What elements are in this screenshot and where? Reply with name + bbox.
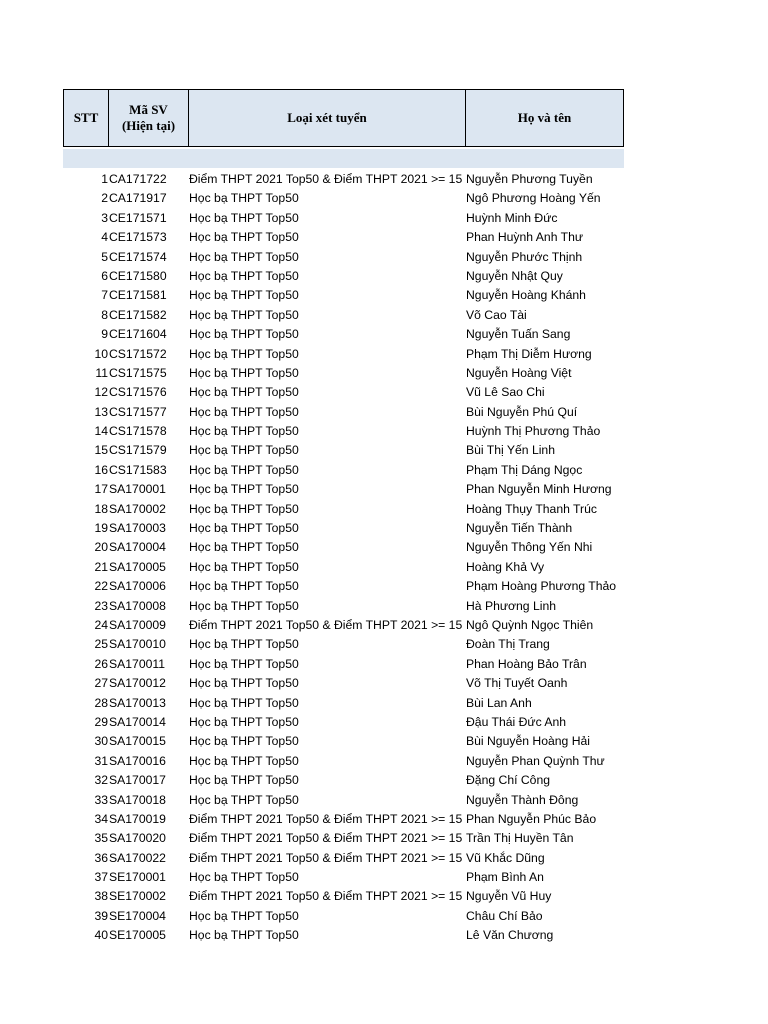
table-body: [63, 170, 624, 946]
header-ma-sv-line2: (Hiện tại): [121, 118, 176, 133]
cell-ho-ten: Nguyễn Tuấn Sang: [466, 327, 571, 342]
table-row: [63, 694, 624, 713]
cell-ma-sv: SA170008: [109, 598, 166, 613]
cell-ho-ten: Võ Thị Tuyết Oanh: [466, 676, 568, 691]
cell-ma-sv: SA170001: [109, 482, 166, 497]
cell-ma-sv: CS171572: [109, 346, 167, 361]
cell-stt: 27: [94, 676, 108, 691]
table-row: [63, 732, 624, 751]
table-row: [63, 170, 624, 189]
header-ma-sv: [109, 90, 189, 146]
table-row: [63, 849, 624, 868]
cell-ho-ten: Nguyễn Hoàng Khánh: [466, 288, 586, 303]
cell-stt: 30: [94, 734, 108, 749]
table-row: [63, 907, 624, 926]
cell-ma-sv: CE171604: [109, 327, 167, 342]
table-row: [63, 228, 624, 247]
cell-ma-sv: CA171722: [109, 172, 167, 186]
cell-ma-sv: SA170012: [109, 676, 166, 691]
cell-ma-sv: CS171578: [109, 424, 167, 439]
cell-stt: 25: [94, 637, 108, 652]
table-row: [63, 403, 624, 422]
cell-stt: 19: [94, 521, 108, 536]
table-row: [63, 306, 624, 325]
cell-ho-ten: Bùi Lan Anh: [466, 695, 532, 710]
cell-ho-ten: Đặng Chí Công: [466, 773, 551, 788]
cell-loai-xet-tuyen: Học bạ THPT Top50: [189, 249, 299, 264]
cell-loai-xet-tuyen: Học bạ THPT Top50: [189, 482, 299, 497]
cell-loai-xet-tuyen: Học bạ THPT Top50: [189, 385, 299, 400]
header-loai-xet-tuyen: Loại xét tuyển: [189, 90, 466, 146]
cell-loai-xet-tuyen: Học bạ THPT Top50: [189, 404, 299, 419]
cell-ho-ten: Phan Nguyễn Phúc Bảo: [466, 811, 597, 826]
cell-ho-ten: Ngô Quỳnh Ngọc Thiên: [466, 617, 594, 632]
table-row: [63, 519, 624, 538]
cell-ma-sv: SA170006: [109, 579, 166, 594]
cell-ma-sv: CS171583: [109, 462, 167, 477]
table-row: [63, 558, 624, 577]
header-stt: STT: [64, 90, 109, 146]
cell-ho-ten: Phạm Thị Dáng Ngọc: [466, 462, 583, 477]
table-row: [63, 887, 624, 906]
cell-ma-sv: CS171577: [109, 404, 167, 419]
cell-stt: 14: [94, 424, 108, 439]
cell-loai-xet-tuyen: Học bạ THPT Top50: [189, 288, 299, 303]
spreadsheet-table: [63, 89, 624, 946]
cell-ma-sv: CE171582: [109, 307, 167, 322]
cell-loai-xet-tuyen: Học bạ THPT Top50: [189, 191, 299, 206]
cell-stt: 36: [94, 850, 108, 865]
cell-ho-ten: Phạm Thị Diễm Hương: [466, 346, 592, 361]
cell-loai-xet-tuyen: Học bạ THPT Top50: [189, 714, 299, 729]
cell-loai-xet-tuyen: Điểm THPT 2021 Top50 & Điểm THPT 2021 >= 15: [189, 617, 463, 632]
cell-ma-sv: SA170005: [109, 559, 166, 574]
cell-stt: 3: [101, 210, 108, 225]
cell-ma-sv: CE171571: [109, 210, 167, 225]
cell-ma-sv: SE170001: [109, 870, 166, 885]
cell-ho-ten: Trần Thị Huyền Tân: [466, 831, 574, 846]
cell-loai-xet-tuyen: Học bạ THPT Top50: [189, 424, 299, 439]
table-row: [63, 461, 624, 480]
cell-ho-ten: Vũ Khắc Dũng: [466, 850, 545, 865]
cell-loai-xet-tuyen: Học bạ THPT Top50: [189, 870, 299, 885]
cell-loai-xet-tuyen: Học bạ THPT Top50: [189, 327, 299, 342]
cell-loai-xet-tuyen: Học bạ THPT Top50: [189, 540, 299, 555]
cell-stt: 34: [94, 811, 108, 826]
cell-stt: 32: [94, 773, 108, 788]
cell-loai-xet-tuyen: Học bạ THPT Top50: [189, 268, 299, 283]
cell-loai-xet-tuyen: Học bạ THPT Top50: [189, 598, 299, 613]
table-header: [63, 89, 624, 147]
cell-loai-xet-tuyen: Điểm THPT 2021 Top50 & Điểm THPT 2021 >= 15: [189, 889, 463, 904]
cell-ma-sv: CE171574: [109, 249, 167, 264]
cell-loai-xet-tuyen: Học bạ THPT Top50: [189, 210, 299, 225]
cell-loai-xet-tuyen: Học bạ THPT Top50: [189, 462, 299, 477]
cell-stt: 13: [94, 404, 108, 419]
table-row: [63, 597, 624, 616]
table-row: [63, 209, 624, 228]
cell-ho-ten: Vũ Lê Sao Chi: [466, 385, 545, 400]
cell-ma-sv: SA170016: [109, 753, 166, 768]
cell-ma-sv: SA170014: [109, 714, 166, 729]
cell-ho-ten: Bùi Nguyễn Hoàng Hải: [466, 734, 590, 749]
cell-ma-sv: SA170017: [109, 773, 166, 788]
cell-loai-xet-tuyen: Học bạ THPT Top50: [189, 773, 299, 788]
cell-ma-sv: SA170011: [109, 656, 166, 671]
cell-ma-sv: SE170004: [109, 908, 166, 923]
cell-ho-ten: Huỳnh Thị Phương Thảo: [466, 424, 601, 439]
cell-ma-sv: SA170013: [109, 695, 166, 710]
table-row: [63, 248, 624, 267]
cell-ho-ten: Phan Huỳnh Anh Thư: [466, 230, 584, 245]
cell-ma-sv: CE171580: [109, 268, 167, 283]
cell-stt: 9: [101, 327, 108, 342]
table-row: [63, 189, 624, 208]
cell-ho-ten: Phạm Bình An: [466, 870, 544, 885]
cell-loai-xet-tuyen: Học bạ THPT Top50: [189, 365, 299, 380]
cell-ma-sv: SA170009: [109, 617, 166, 632]
cell-stt: 38: [94, 889, 108, 904]
cell-stt: 2: [101, 191, 108, 206]
cell-ho-ten: Bùi Thị Yến Linh: [466, 443, 555, 458]
table-row: [63, 674, 624, 693]
cell-ho-ten: Huỳnh Minh Đức: [466, 210, 558, 225]
cell-ma-sv: SA170002: [109, 501, 166, 516]
cell-stt: 5: [101, 249, 108, 264]
cell-ho-ten: Ngô Phương Hoàng Yến: [466, 191, 601, 206]
cell-stt: 22: [94, 579, 108, 594]
table-row: [63, 345, 624, 364]
cell-ma-sv: CS171576: [109, 385, 167, 400]
cell-ho-ten: Đoàn Thị Trang: [466, 637, 550, 652]
table-row: [63, 635, 624, 654]
cell-ma-sv: SA170022: [109, 850, 166, 865]
cell-stt: 26: [94, 656, 108, 671]
cell-stt: 17: [94, 482, 108, 497]
table-row: [63, 926, 624, 945]
header-band: [63, 149, 624, 168]
cell-loai-xet-tuyen: Học bạ THPT Top50: [189, 501, 299, 516]
cell-ho-ten: Nguyễn Tiến Thành: [466, 521, 573, 536]
cell-ho-ten: Phan Nguyễn Minh Hương: [466, 482, 612, 497]
cell-stt: 39: [94, 908, 108, 923]
cell-loai-xet-tuyen: Học bạ THPT Top50: [189, 443, 299, 458]
cell-stt: 6: [101, 268, 108, 283]
cell-loai-xet-tuyen: Học bạ THPT Top50: [189, 676, 299, 691]
cell-ho-ten: Nguyễn Thành Đông: [466, 792, 579, 807]
cell-loai-xet-tuyen: Học bạ THPT Top50: [189, 579, 299, 594]
cell-stt: 20: [94, 540, 108, 555]
cell-ma-sv: SA170004: [109, 540, 166, 555]
table-row: [63, 267, 624, 286]
table-row: [63, 810, 624, 829]
cell-ho-ten: Đậu Thái Đức Anh: [466, 714, 567, 729]
cell-stt: 18: [94, 501, 108, 516]
cell-ma-sv: CS171575: [109, 365, 167, 380]
cell-ho-ten: Phan Hoàng Bảo Trân: [466, 656, 587, 671]
cell-stt: 7: [101, 288, 108, 303]
cell-ho-ten: Nguyễn Nhật Quy: [466, 268, 563, 283]
cell-loai-xet-tuyen: Học bạ THPT Top50: [189, 521, 299, 536]
header-ma-sv-line1: Mã SV: [129, 102, 168, 117]
table-row: [63, 500, 624, 519]
table-row: [63, 364, 624, 383]
cell-ma-sv: SA170010: [109, 637, 166, 652]
cell-loai-xet-tuyen: Điểm THPT 2021 Top50 & Điểm THPT 2021 >= 15: [189, 811, 463, 826]
cell-ho-ten: Hoàng Thụy Thanh Trúc: [466, 501, 597, 516]
table-row: [63, 655, 624, 674]
cell-loai-xet-tuyen: Học bạ THPT Top50: [189, 792, 299, 807]
cell-ma-sv: CA171917: [109, 191, 167, 206]
cell-loai-xet-tuyen: Học bạ THPT Top50: [189, 753, 299, 768]
cell-loai-xet-tuyen: Học bạ THPT Top50: [189, 695, 299, 710]
table-row: [63, 441, 624, 460]
cell-loai-xet-tuyen: Điểm THPT 2021 Top50 & Điểm THPT 2021 >= 15: [189, 850, 463, 865]
table-row: [63, 771, 624, 790]
table-row: [63, 752, 624, 771]
cell-ho-ten: Nguyễn Phước Thịnh: [466, 249, 583, 264]
cell-loai-xet-tuyen: Học bạ THPT Top50: [189, 230, 299, 245]
cell-stt: 11: [95, 365, 108, 380]
cell-ho-ten: Nguyễn Vũ Huy: [466, 889, 552, 904]
cell-ma-sv: SA170003: [109, 521, 166, 536]
cell-ma-sv: SA170019: [109, 811, 166, 826]
cell-ho-ten: Bùi Nguyễn Phú Quí: [466, 404, 578, 419]
cell-ho-ten: Hoàng Khả Vy: [466, 559, 545, 574]
cell-ma-sv: SE170005: [109, 928, 166, 943]
cell-loai-xet-tuyen: Học bạ THPT Top50: [189, 307, 299, 322]
cell-ho-ten: Hà Phương Linh: [466, 598, 557, 613]
cell-ho-ten: Nguyễn Thông Yến Nhi: [466, 540, 593, 555]
table-row: [63, 383, 624, 402]
cell-stt: 12: [94, 385, 108, 400]
cell-stt: 1: [101, 172, 108, 186]
cell-loai-xet-tuyen: Học bạ THPT Top50: [189, 908, 299, 923]
cell-stt: 10: [94, 346, 108, 361]
cell-stt: 40: [94, 928, 108, 943]
cell-ho-ten: Lê Văn Chương: [466, 928, 554, 943]
cell-ho-ten: Võ Cao Tài: [466, 307, 527, 322]
table-row: [63, 868, 624, 887]
cell-ma-sv: SA170020: [109, 831, 166, 846]
cell-loai-xet-tuyen: Học bạ THPT Top50: [189, 559, 299, 574]
cell-stt: 35: [94, 831, 108, 846]
table-row: [63, 538, 624, 557]
cell-stt: 37: [94, 870, 108, 885]
cell-stt: 21: [94, 559, 108, 574]
cell-ma-sv: SA170018: [109, 792, 166, 807]
cell-ma-sv: CS171579: [109, 443, 167, 458]
table-row: [63, 713, 624, 732]
cell-loai-xet-tuyen: Điểm THPT 2021 Top50 & Điểm THPT 2021 >= 15: [189, 172, 463, 186]
cell-loai-xet-tuyen: Học bạ THPT Top50: [189, 734, 299, 749]
cell-stt: 16: [94, 462, 108, 477]
cell-loai-xet-tuyen: Học bạ THPT Top50: [189, 928, 299, 943]
cell-stt: 23: [94, 598, 108, 613]
table-row: [63, 829, 624, 848]
cell-stt: 24: [94, 617, 108, 632]
table-row: [63, 286, 624, 305]
table-row: [63, 422, 624, 441]
cell-ma-sv: CE171573: [109, 230, 167, 245]
table-row: [63, 480, 624, 499]
cell-stt: 33: [94, 792, 108, 807]
cell-stt: 31: [94, 753, 108, 768]
cell-ma-sv: CE171581: [109, 288, 167, 303]
cell-ho-ten: Nguyễn Phương Tuyền: [466, 172, 593, 186]
cell-stt: 29: [94, 714, 108, 729]
cell-ma-sv: SE170002: [109, 889, 166, 904]
table-row: [63, 325, 624, 344]
cell-loai-xet-tuyen: Điểm THPT 2021 Top50 & Điểm THPT 2021 >= 15: [189, 831, 463, 846]
cell-stt: 8: [101, 307, 108, 322]
cell-ho-ten: Nguyễn Hoàng Việt: [466, 365, 572, 380]
cell-stt: 15: [94, 443, 108, 458]
table-row: [63, 616, 624, 635]
cell-ma-sv: SA170015: [109, 734, 166, 749]
cell-stt: 4: [101, 230, 108, 245]
cell-ho-ten: Châu Chí Bảo: [466, 908, 543, 923]
cell-loai-xet-tuyen: Học bạ THPT Top50: [189, 656, 299, 671]
header-ho-va-ten: Họ và tên: [517, 110, 572, 125]
cell-loai-xet-tuyen: Học bạ THPT Top50: [189, 346, 299, 361]
table-row: [63, 791, 624, 810]
cell-stt: 28: [94, 695, 108, 710]
cell-loai-xet-tuyen: Học bạ THPT Top50: [189, 637, 299, 652]
cell-ho-ten: Phạm Hoàng Phương Thảo: [466, 579, 617, 594]
cell-ho-ten: Nguyễn Phan Quỳnh Thư: [466, 753, 605, 768]
table-row: [63, 577, 624, 596]
